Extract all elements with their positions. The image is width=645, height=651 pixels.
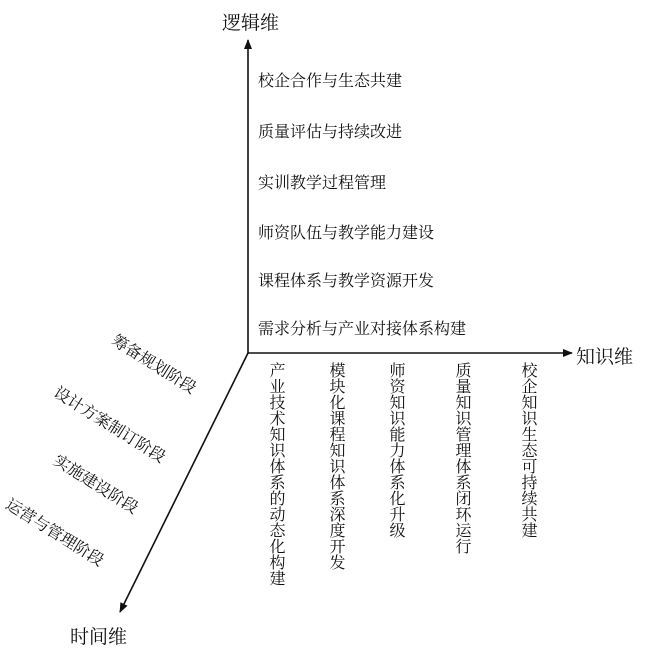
logic-item: 师资队伍与教学能力建设 bbox=[258, 223, 435, 242]
logic-item: 校企合作与生态共建 bbox=[258, 71, 403, 90]
time-item: 设计方案制订阶段 bbox=[50, 382, 169, 467]
knowledge-item: 师资知识能力体系化升级 bbox=[387, 362, 406, 538]
time-axis-title: 时间维 bbox=[70, 626, 128, 648]
logic-item: 课程体系与教学资源开发 bbox=[258, 271, 435, 290]
logic-item: 需求分析与产业对接体系构建 bbox=[258, 319, 467, 338]
knowledge-item: 质量知识管理体系闭环运行 bbox=[453, 362, 472, 554]
time-item: 实施建设阶段 bbox=[50, 450, 142, 518]
knowledge-item: 校企知识生态可持续共建 bbox=[519, 362, 538, 538]
knowledge-item: 模块化课程知识体系深度开发 bbox=[327, 362, 346, 570]
knowledge-item: 产业技术知识体系的动态化构建 bbox=[267, 362, 286, 586]
logic-item: 实训教学过程管理 bbox=[258, 173, 387, 192]
knowledge-axis-title: 知识维 bbox=[576, 346, 634, 368]
logic-axis-title: 逻辑维 bbox=[222, 12, 280, 34]
time-item: 筹备规划阶段 bbox=[108, 330, 200, 398]
logic-item: 质量评估与持续改进 bbox=[258, 122, 403, 141]
time-item: 运营与管理阶段 bbox=[2, 494, 108, 571]
